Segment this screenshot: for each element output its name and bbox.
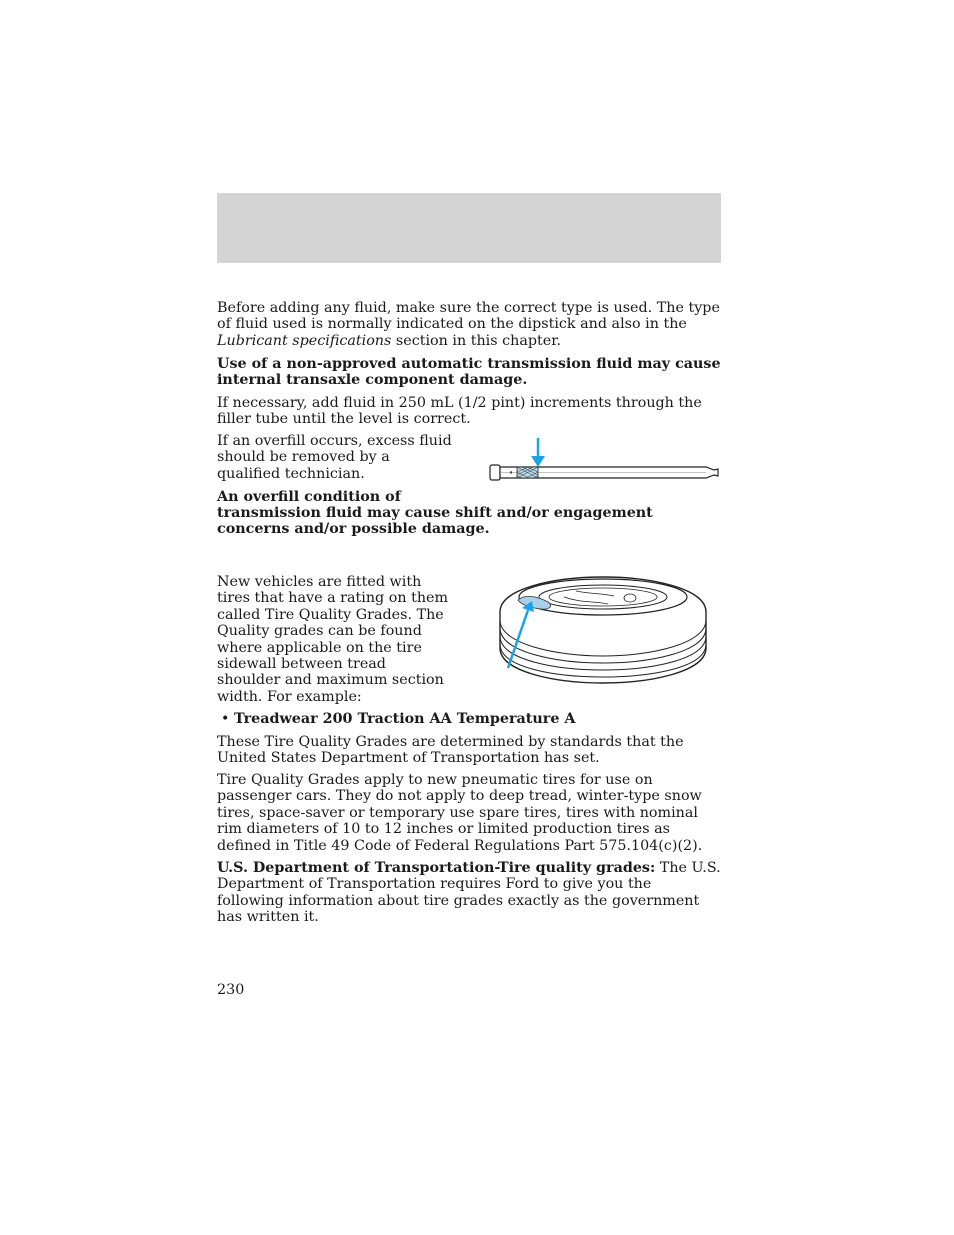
dipstick-illustration — [486, 436, 722, 486]
bullet-treadwear-example: Treadwear 200 Traction AA Temperature A — [234, 711, 576, 727]
paragraph-fluid-type: Before adding any fluid, make sure the correct type is used. The type of fluid used is normally indicated on the dipstick and also in the Lubricant specifications section in this chapter. — [217, 300, 720, 349]
warning-non-approved-fluid: Use of a non-approved automatic transmission fluid may cause internal transaxle component damage. — [217, 356, 721, 389]
paragraph-dot-grades: U.S. Department of Transportation-Tire quality grades: The U.S. Department of Transportation requires Ford to give you the following information about tire grades exactly as the government has written it. — [217, 860, 721, 926]
page-number: 230 — [217, 982, 245, 998]
paragraph-add-fluid: If necessary, add fluid in 250 mL (1/2 pint) increments through the filler tube until the level is correct. — [217, 395, 702, 428]
paragraph-apply: Tire Quality Grades apply to new pneumatic tires for use on passenger cars. They do not apply to deep tread, winter-type snow tires, space-saver or temporary use spare tires, tires with nominal rim diameters of 10 to 12 inches or limited production tires as defined in Title 49 Code of Federal Regulations Part 575.104(c)(2). — [217, 772, 703, 854]
lubricant-specifications-reference: Lubricant specifications — [217, 332, 392, 349]
dot-grades-heading: U.S. Department of Transportation-Tire quality grades: — [217, 860, 656, 876]
warning-overfill-line2: transmission fluid may cause shift and/or engagement concerns and/or possible damage. — [217, 505, 653, 538]
warning-overfill-line1: An overfill condition of — [217, 489, 401, 505]
bullet-marker: • — [221, 711, 230, 727]
paragraph-overfill: If an overfill occurs, excess fluid should be removed by a qualified technician. — [217, 433, 452, 482]
tire-illustration — [496, 574, 710, 686]
paragraph-tire-intro: New vehicles are fitted with tires that have a rating on them called Tire Quality Grades. The Quality grades can be found where applicable on the tire sidewall between tread shoulder and maximum section width. For example: — [217, 574, 449, 705]
section-header-band — [217, 193, 721, 263]
paragraph-standards: These Tire Quality Grades are determined by standards that the United States Department of Transportation has set. — [217, 734, 684, 767]
